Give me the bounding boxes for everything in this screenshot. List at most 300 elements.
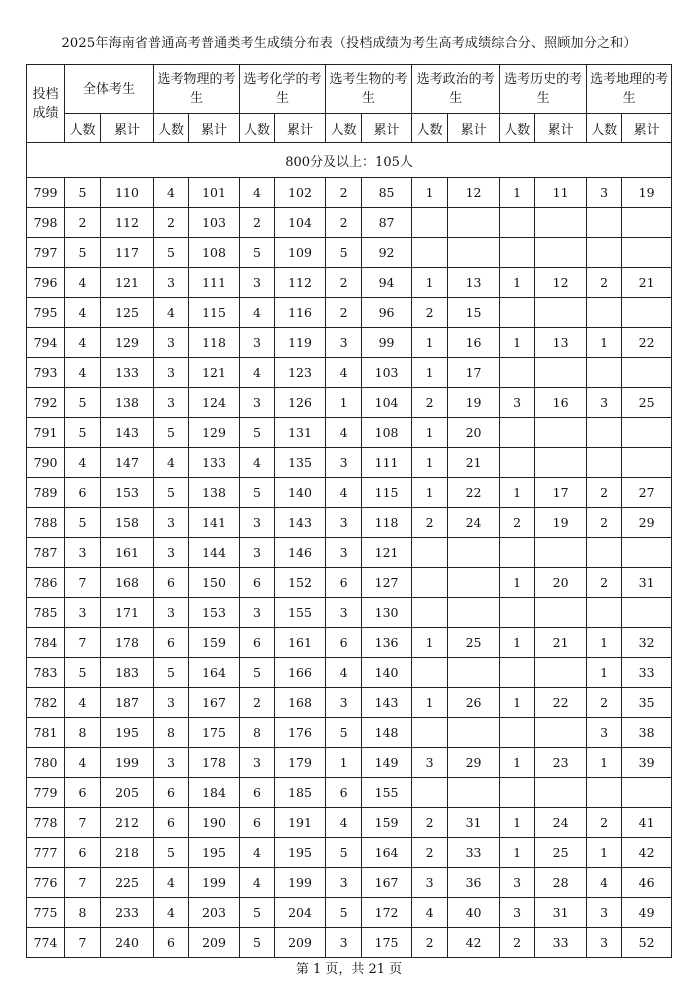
table-cell: 129 [189, 418, 240, 448]
table-row [27, 628, 672, 658]
table-cell: 25 [622, 388, 672, 418]
table-cell: 4 [412, 898, 448, 928]
table-cell: 19 [448, 388, 500, 418]
table-cell: 3 [65, 598, 101, 628]
table-row [27, 688, 672, 718]
table-cell [412, 778, 448, 808]
table-row [27, 898, 672, 928]
score-cell: 797 [27, 238, 65, 268]
table-cell: 138 [101, 388, 154, 418]
table-cell: 27 [622, 478, 672, 508]
table-cell [535, 208, 587, 238]
table-cell: 2 [587, 478, 622, 508]
table-cell: 5 [65, 508, 101, 538]
table-cell: 1 [500, 688, 535, 718]
table-cell: 1 [500, 748, 535, 778]
table-cell: 6 [326, 568, 362, 598]
table-cell: 3 [240, 268, 275, 298]
count-subheader: 人数 [326, 114, 362, 143]
table-cell: 4 [240, 868, 275, 898]
table-cell: 4 [240, 298, 275, 328]
table-row [27, 388, 672, 418]
table-cell: 4 [326, 358, 362, 388]
table-cell [500, 538, 535, 568]
table-cell: 3 [240, 538, 275, 568]
score-cell: 796 [27, 268, 65, 298]
table-cell: 1 [500, 478, 535, 508]
table-cell: 1 [412, 328, 448, 358]
table-cell: 1 [500, 328, 535, 358]
table-cell: 161 [101, 538, 154, 568]
table-cell: 4 [326, 478, 362, 508]
table-cell [448, 208, 500, 238]
table-cell: 121 [189, 358, 240, 388]
table-cell [587, 208, 622, 238]
score-cell: 792 [27, 388, 65, 418]
table-cell [448, 778, 500, 808]
table-cell: 4 [240, 358, 275, 388]
table-cell: 130 [362, 598, 412, 628]
group-header: 全体考生 [65, 65, 154, 114]
table-cell: 144 [189, 538, 240, 568]
table-cell: 115 [189, 298, 240, 328]
table-cell: 17 [448, 358, 500, 388]
table-cell: 183 [101, 658, 154, 688]
table-cell: 8 [65, 898, 101, 928]
table-cell: 42 [622, 838, 672, 868]
table-cell: 131 [275, 418, 326, 448]
table-cell: 85 [362, 178, 412, 208]
table-cell: 179 [275, 748, 326, 778]
table-cell [622, 538, 672, 568]
table-cell: 94 [362, 268, 412, 298]
table-cell: 167 [362, 868, 412, 898]
table-cell: 147 [101, 448, 154, 478]
score-cell: 777 [27, 838, 65, 868]
table-cell: 3 [500, 868, 535, 898]
table-cell: 6 [154, 808, 189, 838]
table-cell: 133 [101, 358, 154, 388]
table-cell: 13 [535, 328, 587, 358]
table-cell: 3 [587, 388, 622, 418]
table-cell: 104 [275, 208, 326, 238]
table-cell: 116 [275, 298, 326, 328]
table-cell: 3 [587, 928, 622, 958]
table-cell: 3 [326, 508, 362, 538]
table-row [27, 778, 672, 808]
table-cell [622, 778, 672, 808]
table-row [27, 298, 672, 328]
table-cell: 23 [535, 748, 587, 778]
table-cell [587, 448, 622, 478]
count-subheader: 人数 [500, 114, 535, 143]
table-cell: 240 [101, 928, 154, 958]
cumulative-subheader: 累计 [362, 114, 412, 143]
table-cell: 2 [326, 178, 362, 208]
group-header: 选考地理的考生 [587, 65, 672, 114]
table-cell: 136 [362, 628, 412, 658]
table-cell: 52 [622, 928, 672, 958]
table-cell: 5 [154, 418, 189, 448]
table-cell: 31 [535, 898, 587, 928]
cumulative-subheader: 累计 [448, 114, 500, 143]
table-cell: 38 [622, 718, 672, 748]
table-cell: 17 [535, 478, 587, 508]
table-cell: 3 [154, 388, 189, 418]
table-cell: 4 [154, 448, 189, 478]
table-cell [448, 568, 500, 598]
table-cell: 3 [500, 388, 535, 418]
table-cell: 28 [535, 868, 587, 898]
table-cell: 3 [587, 898, 622, 928]
table-cell: 3 [326, 448, 362, 478]
table-cell: 3 [240, 328, 275, 358]
table-cell: 195 [275, 838, 326, 868]
table-cell: 32 [622, 628, 672, 658]
table-cell: 150 [189, 568, 240, 598]
table-cell [535, 658, 587, 688]
table-cell: 166 [275, 658, 326, 688]
table-cell: 2 [587, 508, 622, 538]
table-cell: 8 [65, 718, 101, 748]
table-cell: 4 [587, 868, 622, 898]
table-cell: 195 [189, 838, 240, 868]
table-cell: 2 [412, 298, 448, 328]
table-cell: 146 [275, 538, 326, 568]
table-cell: 20 [448, 418, 500, 448]
table-row [27, 748, 672, 778]
table-cell [535, 238, 587, 268]
table-cell: 92 [362, 238, 412, 268]
table-cell: 2 [154, 208, 189, 238]
table-cell: 4 [65, 748, 101, 778]
table-cell: 153 [189, 598, 240, 628]
table-row [27, 658, 672, 688]
table-cell: 119 [275, 328, 326, 358]
table-cell: 21 [535, 628, 587, 658]
table-cell [535, 418, 587, 448]
table-cell: 6 [326, 778, 362, 808]
table-cell: 5 [65, 658, 101, 688]
table-cell [412, 208, 448, 238]
table-cell [412, 538, 448, 568]
table-cell: 3 [500, 898, 535, 928]
table-cell: 6 [154, 778, 189, 808]
table-cell: 5 [65, 178, 101, 208]
table-row [27, 928, 672, 958]
page-title: 2025年海南省普通高考普通类考生成绩分布表（投档成绩为考生高考成绩综合分、照顾加分之和） [61, 36, 637, 51]
table-row [27, 178, 672, 208]
table-cell: 155 [275, 598, 326, 628]
table-cell: 1 [587, 748, 622, 778]
table-cell: 5 [154, 658, 189, 688]
table-cell: 2 [326, 268, 362, 298]
table-cell: 1 [500, 808, 535, 838]
table-cell: 195 [101, 718, 154, 748]
table-cell [622, 418, 672, 448]
table-cell: 1 [412, 268, 448, 298]
table-cell: 2 [240, 688, 275, 718]
table-cell: 3 [154, 688, 189, 718]
table-cell: 4 [65, 688, 101, 718]
table-cell: 3 [326, 868, 362, 898]
table-cell: 115 [362, 478, 412, 508]
table-cell: 7 [65, 628, 101, 658]
table-cell: 178 [101, 628, 154, 658]
table-cell: 96 [362, 298, 412, 328]
table-cell: 87 [362, 208, 412, 238]
score-cell: 789 [27, 478, 65, 508]
table-cell: 1 [326, 748, 362, 778]
table-cell: 3 [65, 538, 101, 568]
table-row [27, 808, 672, 838]
table-cell: 3 [326, 928, 362, 958]
table-cell: 6 [154, 568, 189, 598]
table-cell: 191 [275, 808, 326, 838]
cumulative-subheader: 累计 [189, 114, 240, 143]
table-cell: 209 [189, 928, 240, 958]
table-cell: 2 [240, 208, 275, 238]
table-cell: 5 [240, 418, 275, 448]
table-cell: 2 [412, 928, 448, 958]
table-cell: 190 [189, 808, 240, 838]
table-cell: 21 [448, 448, 500, 478]
table-cell [535, 538, 587, 568]
table-cell: 108 [189, 238, 240, 268]
table-cell: 4 [154, 898, 189, 928]
table-cell: 158 [101, 508, 154, 538]
table-row [27, 598, 672, 628]
table-cell: 118 [189, 328, 240, 358]
table-cell: 140 [275, 478, 326, 508]
table-cell: 225 [101, 868, 154, 898]
table-cell: 5 [154, 838, 189, 868]
table-cell: 172 [362, 898, 412, 928]
table-row [27, 718, 672, 748]
table-cell: 4 [326, 808, 362, 838]
table-cell: 6 [65, 778, 101, 808]
table-cell [412, 238, 448, 268]
table-row [27, 568, 672, 598]
score-cell: 799 [27, 178, 65, 208]
table-cell: 153 [101, 478, 154, 508]
table-cell: 4 [154, 868, 189, 898]
score-cell: 779 [27, 778, 65, 808]
table-cell: 5 [65, 418, 101, 448]
table-cell: 12 [535, 268, 587, 298]
table-cell: 2 [500, 928, 535, 958]
table-cell: 6 [154, 628, 189, 658]
table-cell: 24 [448, 508, 500, 538]
table-cell [500, 418, 535, 448]
table-cell: 118 [362, 508, 412, 538]
table-cell: 108 [362, 418, 412, 448]
table-cell [448, 718, 500, 748]
table-cell: 164 [189, 658, 240, 688]
table-cell: 233 [101, 898, 154, 928]
table-cell [412, 718, 448, 748]
table-cell: 203 [189, 898, 240, 928]
table-cell: 4 [240, 448, 275, 478]
table-cell: 36 [448, 868, 500, 898]
table-cell: 205 [101, 778, 154, 808]
table-cell: 1 [500, 838, 535, 868]
score-cell: 786 [27, 568, 65, 598]
table-cell: 2 [587, 688, 622, 718]
table-row [27, 208, 672, 238]
table-cell: 111 [189, 268, 240, 298]
table-cell: 161 [275, 628, 326, 658]
table-cell: 29 [622, 508, 672, 538]
table-cell: 5 [240, 898, 275, 928]
table-row [27, 448, 672, 478]
table-cell [535, 778, 587, 808]
table-cell: 1 [326, 388, 362, 418]
table-cell [535, 598, 587, 628]
table-cell: 2 [412, 508, 448, 538]
table-cell: 3 [154, 268, 189, 298]
table-cell: 22 [448, 478, 500, 508]
table-cell: 1 [587, 628, 622, 658]
table-cell: 1 [412, 478, 448, 508]
table-cell: 212 [101, 808, 154, 838]
table-cell: 41 [622, 808, 672, 838]
table-cell: 123 [275, 358, 326, 388]
table-row [27, 358, 672, 388]
score-cell: 776 [27, 868, 65, 898]
table-cell: 1 [412, 628, 448, 658]
table-cell: 26 [448, 688, 500, 718]
table-cell: 4 [326, 658, 362, 688]
table-cell [448, 658, 500, 688]
table-cell: 138 [189, 478, 240, 508]
count-subheader: 人数 [154, 114, 189, 143]
table-row [27, 478, 672, 508]
table-cell: 4 [154, 298, 189, 328]
table-cell: 19 [535, 508, 587, 538]
table-cell: 143 [101, 418, 154, 448]
table-cell: 33 [535, 928, 587, 958]
table-cell: 104 [362, 388, 412, 418]
table-cell: 5 [326, 898, 362, 928]
table-cell: 175 [362, 928, 412, 958]
table-cell [587, 418, 622, 448]
table-cell: 199 [189, 868, 240, 898]
table-cell [587, 538, 622, 568]
table-cell: 127 [362, 568, 412, 598]
table-cell: 5 [326, 838, 362, 868]
table-cell: 4 [65, 358, 101, 388]
table-cell: 13 [448, 268, 500, 298]
table-cell [500, 448, 535, 478]
table-row [27, 508, 672, 538]
table-cell: 7 [65, 568, 101, 598]
table-row [27, 868, 672, 898]
table-cell [500, 358, 535, 388]
score-cell: 785 [27, 598, 65, 628]
table-cell: 3 [154, 358, 189, 388]
table-cell: 6 [154, 928, 189, 958]
table-cell: 3 [154, 328, 189, 358]
score-cell: 793 [27, 358, 65, 388]
table-cell: 3 [412, 868, 448, 898]
table-cell: 2 [326, 298, 362, 328]
table-cell: 31 [622, 568, 672, 598]
table-cell: 35 [622, 688, 672, 718]
table-cell: 1 [412, 178, 448, 208]
table-cell: 39 [622, 748, 672, 778]
table-cell [500, 208, 535, 238]
table-cell: 33 [622, 658, 672, 688]
table-cell: 3 [587, 718, 622, 748]
table-cell: 33 [448, 838, 500, 868]
table-cell: 5 [326, 718, 362, 748]
group-header: 选考生物的考生 [326, 65, 412, 114]
table-cell [622, 298, 672, 328]
table-cell: 178 [189, 748, 240, 778]
table-cell: 3 [154, 748, 189, 778]
score-cell: 783 [27, 658, 65, 688]
table-cell: 1 [412, 418, 448, 448]
table-cell: 5 [326, 238, 362, 268]
score-cell: 790 [27, 448, 65, 478]
table-cell: 2 [412, 838, 448, 868]
score-cell: 794 [27, 328, 65, 358]
table-cell [587, 298, 622, 328]
score-cell: 798 [27, 208, 65, 238]
score-cell: 775 [27, 898, 65, 928]
table-cell: 112 [275, 268, 326, 298]
table-cell: 4 [65, 298, 101, 328]
count-subheader: 人数 [587, 114, 622, 143]
table-cell: 168 [275, 688, 326, 718]
table-row [27, 538, 672, 568]
table-cell: 204 [275, 898, 326, 928]
table-cell: 8 [240, 718, 275, 748]
cumulative-subheader: 累计 [101, 114, 154, 143]
cumulative-subheader: 累计 [535, 114, 587, 143]
table-cell: 7 [65, 868, 101, 898]
table-cell: 3 [154, 538, 189, 568]
score-cell: 778 [27, 808, 65, 838]
table-cell: 149 [362, 748, 412, 778]
table-cell [535, 448, 587, 478]
table-cell [500, 298, 535, 328]
table-cell: 31 [448, 808, 500, 838]
table-cell: 6 [326, 628, 362, 658]
table-cell: 164 [362, 838, 412, 868]
table-cell: 25 [535, 838, 587, 868]
table-cell: 20 [535, 568, 587, 598]
table-cell: 2 [326, 208, 362, 238]
table-cell: 2 [65, 208, 101, 238]
table-cell: 2 [587, 268, 622, 298]
table-cell: 175 [189, 718, 240, 748]
table-cell [535, 298, 587, 328]
table-cell: 7 [65, 928, 101, 958]
table-cell: 4 [154, 178, 189, 208]
table-cell: 2 [500, 508, 535, 538]
table-cell: 6 [240, 568, 275, 598]
table-cell [500, 658, 535, 688]
table-cell: 12 [448, 178, 500, 208]
table-cell: 6 [240, 628, 275, 658]
table-cell: 111 [362, 448, 412, 478]
table-cell: 141 [189, 508, 240, 538]
table-cell [500, 598, 535, 628]
table-cell: 152 [275, 568, 326, 598]
cumulative-subheader: 累计 [622, 114, 672, 143]
